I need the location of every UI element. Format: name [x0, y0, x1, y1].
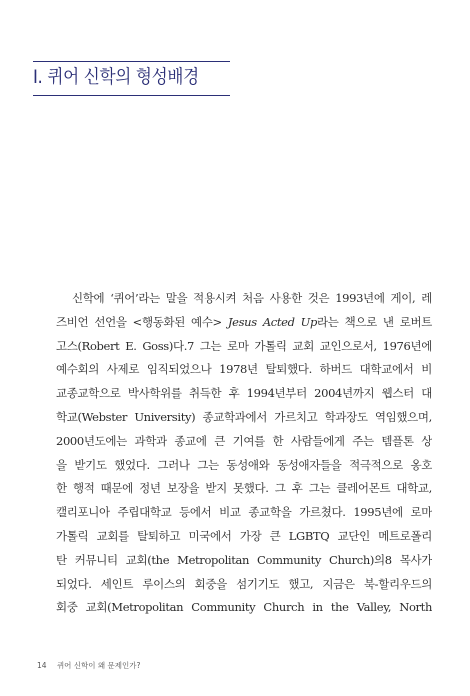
title-top-rule — [33, 61, 230, 62]
text-line: 학교(Webster University) 종교학과에서 가르치고 학과장도 역임했으며, — [56, 409, 432, 424]
book-title: Jesus Acted Up — [227, 314, 318, 329]
text-line: 되었다. 세인트 루이스의 회중을 섬기기도 했고, 지금은 북-할리우드의 — [56, 576, 432, 591]
text-line: 가톨릭 교회를 탈퇴하고 미국에서 가장 큰 LGBTQ 교단인 메트로폴리 — [56, 528, 432, 543]
text-fragment: 라는 책으로 낸 로버트 — [317, 314, 432, 329]
text-line: 예수회의 사제로 임직되었으나 1978년 탈퇴했다. 하버드 대학교에서 비 — [56, 362, 432, 377]
text-line: 탄 커뮤니티 교회(the Metropolitan Community Church)의8 목사가 — [56, 552, 432, 567]
body-paragraph — [56, 287, 432, 620]
text-fragment: 즈비언 선언을 <행동화된 예수> — [56, 314, 228, 329]
text-line: 신학에 ‘퀴어’라는 말을 적용시켜 처음 사용한 것은 1993년에 게이, 레 — [72, 291, 432, 305]
text-line: 2000년도에는 과학과 종교에 큰 기여를 한 사람들에게 주는 템플톤 상 — [56, 433, 432, 448]
text-line: 회중 교회(Metropolitan Community Church in the Valley, North — [56, 600, 432, 615]
title-bottom-rule — [33, 95, 230, 96]
text-line: 교종교학으로 박사학위를 취득한 후 1994년부터 2004년까지 웹스터 대 — [56, 386, 432, 401]
chapter-title: I. 퀴어 신학의 형성배경 — [33, 67, 199, 88]
text-line: 캘리포니아 주립대학교 등에서 비교 종교학을 가르쳤다. 1995년에 로마 — [56, 505, 432, 520]
page-number: 14 — [37, 661, 47, 670]
running-title: 퀴어 신학이 왜 문제인가? — [56, 661, 141, 670]
text-line: 한 행적 때문에 정년 보장을 받지 못했다. 그 후 그는 클레어몬트 대학교, — [56, 481, 432, 496]
text-line — [56, 311, 432, 335]
page-footer — [37, 660, 141, 671]
text-line: 을 받기도 했었다. 그러나 그는 동성애와 동성애자들을 적극적으로 옹호 — [56, 457, 432, 472]
text-line: 고스(Robert E. Goss)다.7 그는 로마 가톨릭 교회 교인으로서, 1976년에 — [56, 338, 432, 353]
